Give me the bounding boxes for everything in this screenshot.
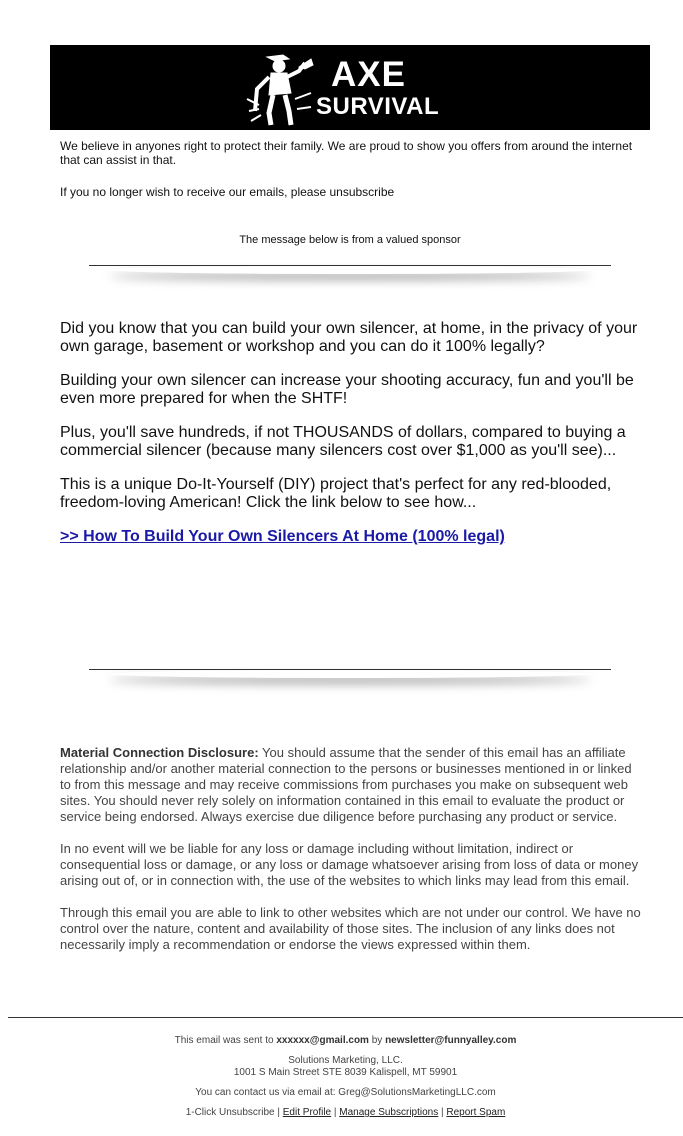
by-text: by — [368, 1035, 386, 1046]
company-name: Solutions Marketing, LLC. — [288, 1055, 403, 1066]
sender-email: newsletter@funnyalley.com — [385, 1035, 517, 1046]
unsubscribe-line — [60, 185, 394, 199]
brand-header — [50, 45, 650, 130]
logo-axe-text: AXE — [331, 55, 406, 94]
edit-profile-link[interactable]: Edit Profile — [282, 1107, 332, 1118]
company-address: 1001 S Main Street STE 8039 Kalispell, MT 59901 — [233, 1067, 458, 1078]
footer-divider — [8, 1017, 683, 1018]
logo-survival-text: SURVIVAL — [316, 93, 440, 120]
footer-links — [8, 1107, 683, 1119]
top-divider — [89, 265, 611, 266]
recipient-email: xxxxxx@gmail.com — [276, 1035, 369, 1046]
disclosure-body: You should assume that the sender of this email has an affiliate relationship and/or another material connection to the persons or businesses mentioned in or linked to from this message and may receive commissions from purchases you make on subsequent web sites. You should never rely solely on information contained in this email to evaluate the product or service being endorsed. Always exercise due diligence before purchasing any product or service. — [60, 745, 632, 824]
contact-line: You can contact us via email at: Greg@SolutionsMarketingLLC.com — [195, 1087, 496, 1098]
unsubscribe-link[interactable]: unsubscribe — [329, 185, 395, 199]
manage-subscriptions-link[interactable]: Manage Subscriptions — [339, 1107, 439, 1118]
message-paragraph: This is a unique Do-It-Yourself (DIY) project that's perfect for any red-blooded, freedom-loving American! Click the link below to see how... — [60, 476, 612, 511]
link-separator: | — [274, 1107, 283, 1118]
footer — [8, 1035, 683, 1127]
disclosure-section — [60, 745, 645, 969]
sent-prefix: This email was sent to — [174, 1035, 277, 1046]
link-separator: | — [438, 1107, 447, 1118]
message-paragraph: Building your own silencer can increase your shooting accuracy, fun and you'll be even more prepared for when the SHTF! — [60, 372, 634, 407]
bottom-divider — [89, 669, 611, 670]
disclosure-paragraph — [60, 745, 645, 825]
message-paragraph: Plus, you'll save hundreds, if not THOUSANDS of dollars, compared to buying a commercial silencer (because many silencers cost over $1,000 as you'll see)... — [60, 424, 626, 459]
sent-to-line — [8, 1035, 683, 1047]
link-separator: | — [331, 1107, 340, 1118]
silencer-offer-link[interactable]: >> How To Build Your Own Silencers At Home (100% legal) — [60, 528, 505, 545]
survivalist-figure-icon — [245, 49, 315, 129]
company-block — [8, 1055, 683, 1079]
external-links-paragraph: Through this email you are able to link to other websites which are not under our control. We have no control over the nature, content and availability of those sites. The inclusion of any links does not necessarily imply a recommendation or endorse the views expressed within them. — [60, 905, 641, 952]
unsubscribe-prefix: If you no longer wish to receive our emails, please — [60, 185, 327, 199]
disclosure-title: Material Connection Disclosure: — [60, 745, 259, 760]
message-paragraph: Did you know that you can build your own silencer, at home, in the privacy of your own garage, basement or workshop and you can do it 100% legally? — [60, 320, 638, 355]
sponsor-message — [60, 320, 650, 546]
one-click-unsubscribe[interactable]: 1-Click Unsubscribe — [185, 1107, 275, 1118]
report-spam-link[interactable]: Report Spam — [446, 1107, 506, 1118]
sponsor-note: The message below is from a valued sponsor — [239, 234, 461, 246]
liability-paragraph: In no event will we be liable for any loss or damage including without limitation, indirect or consequential loss or damage, or any loss or damage whatsoever arising from loss of data or money arising out of, or in connection with, the use of the websites to which links may lead from this email. — [60, 841, 639, 888]
intro-text: We believe in anyones right to protect their family. We are proud to show you offers from around the internet that can assist in that. — [60, 139, 633, 167]
